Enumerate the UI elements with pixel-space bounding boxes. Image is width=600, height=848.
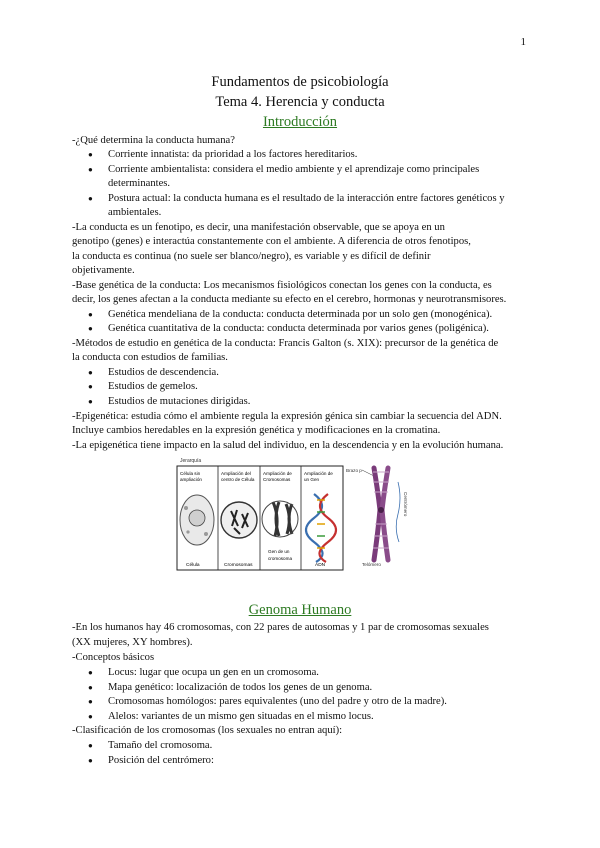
list-item-continuation — [108, 177, 528, 192]
chromosome-figure — [344, 462, 430, 572]
list-item: ● Cromosomas homólogos: pares equivalentes (uno del padre y otro de la madre). — [108, 695, 528, 710]
list-item: ● Corriente ambientalista: considera el medio ambiente y el aprendizaje como principales — [108, 163, 528, 178]
paragraph-line: genotipo (genes) e interactúa constantemente con el ambiente. A diferencia de otros fenotipos, — [72, 236, 471, 247]
list-item: ● Genética mendeliana de la conducta: conducta determinada por un solo gen (monogénica). — [108, 308, 528, 323]
col2-line2: centro de Célula — [221, 477, 255, 482]
list-item: ● Postura actual: la conducta humana es el resultado de la interacción entre factores genéticos y — [108, 192, 528, 207]
document-subtitle: Tema 4. Herencia y conducta — [215, 94, 385, 110]
list-item-continuation — [108, 206, 528, 221]
list-item: ● Mapa genético: localización de todos los genes de un genoma. — [108, 681, 528, 696]
paragraph-line: -Clasificación de los cromosomas (los sexuales no entran aquí): — [72, 725, 343, 736]
label-telomero: Telómero — [362, 562, 381, 567]
col4-line1: Ampliación de — [304, 471, 333, 476]
centromere-shape — [378, 507, 384, 513]
paragraph-line: -La conducta es un fenotipo, es decir, una manifestación observable, que se apoya en un — [72, 222, 445, 233]
col1-line1: Célula sin — [180, 471, 201, 476]
list-item: ● Tamaño del cromosoma. — [108, 739, 528, 754]
paragraph-line: -La epigenética tiene impacto en la salud del individuo, en la descendencia y en la evolución humana. — [72, 440, 504, 451]
col2-line1: Ampliación del — [221, 471, 251, 476]
list-item: ● Estudios de descendencia. — [108, 366, 528, 381]
list-item: ● Alelos: variantes de un mismo gen situadas en el mismo locus. — [108, 710, 528, 725]
label-centromero: Centrómero — [403, 492, 408, 517]
section-heading-introduccion: Introducción — [262, 114, 338, 130]
paragraph-line: -Métodos de estudio en genética de la conducta: Francis Galton (s. XIX): precursor de la genética de — [72, 338, 499, 349]
text: ambientales. — [108, 207, 162, 218]
label-celula: Célula — [186, 563, 200, 568]
list-item: ● Locus: lugar que ocupa un gen en un cromosoma. — [108, 666, 528, 681]
figure-heading: Jerarquía — [180, 458, 202, 464]
list-item: ● Estudios de gemelos. — [108, 380, 528, 395]
intro-question: -¿Qué determina la conducta humana? — [72, 135, 235, 146]
paragraph-line: -Base genética de la conducta: Los mecanismos fisiológicos conectan los genes con la conducta, es — [72, 280, 492, 291]
list-item: ● Estudios de mutaciones dirigidas. — [108, 395, 528, 410]
col4-line2: un Gen — [304, 477, 320, 482]
label-gen-2: cromosoma — [268, 556, 292, 561]
label-cromosomas: Cromosomas — [224, 563, 253, 568]
list-item: ● Genética cuantitativa de la conducta: conducta determinada por varios genes (poligénica). — [108, 322, 528, 337]
paragraph-line: la conducta es continua (no suele ser blanco/negro), es variable y es difícil de definir — [72, 251, 431, 262]
paragraph-line: (XX mujeres, XY hombres). — [72, 637, 193, 648]
col3-line1: Ampliación de — [263, 471, 292, 476]
text: determinantes. — [108, 178, 171, 189]
cell-hierarchy-figure — [176, 456, 344, 572]
paragraph-line: decir, los genes afectan a la conducta mediante su efecto en el cerebro, hormonas y neurotransmisores. — [72, 294, 507, 305]
label-adn: ADN — [315, 563, 326, 568]
page-number: 1 — [520, 36, 526, 48]
paragraph-line: Incluye cambios heredables en la expresión genética y modificaciones en la cromatina. — [72, 425, 441, 436]
list-item: ● Corriente innatista: da prioridad a los factores hereditarios. — [108, 148, 528, 163]
document-title: Fundamentos de psicobiología — [211, 74, 389, 90]
label-brazo-p: Brazo p — [346, 468, 362, 473]
col1-line2: ampliación — [180, 477, 202, 482]
paragraph-line: -En los humanos hay 46 cromosomas, con 22 pares de autosomas y 1 par de cromosomas sexuales — [72, 622, 489, 633]
list-item: ● Posición del centrómero: — [108, 754, 528, 769]
paragraph-line: objetivamente. — [72, 265, 135, 276]
paragraph-line: -Conceptos básicos — [72, 652, 155, 663]
paragraph-line: la conducta con estudios de familias. — [72, 352, 228, 363]
nucleus-shape — [189, 510, 205, 526]
col3-line2: Cromosomas — [263, 477, 291, 482]
label-gen-1: Gen de un — [268, 549, 290, 554]
paragraph-line: -Epigenética: estudia cómo el ambiente regula la expresión génica sin cambiar la secuencia del ADN. — [72, 411, 502, 422]
section-heading-genoma-humano: Genoma Humano — [248, 602, 352, 618]
